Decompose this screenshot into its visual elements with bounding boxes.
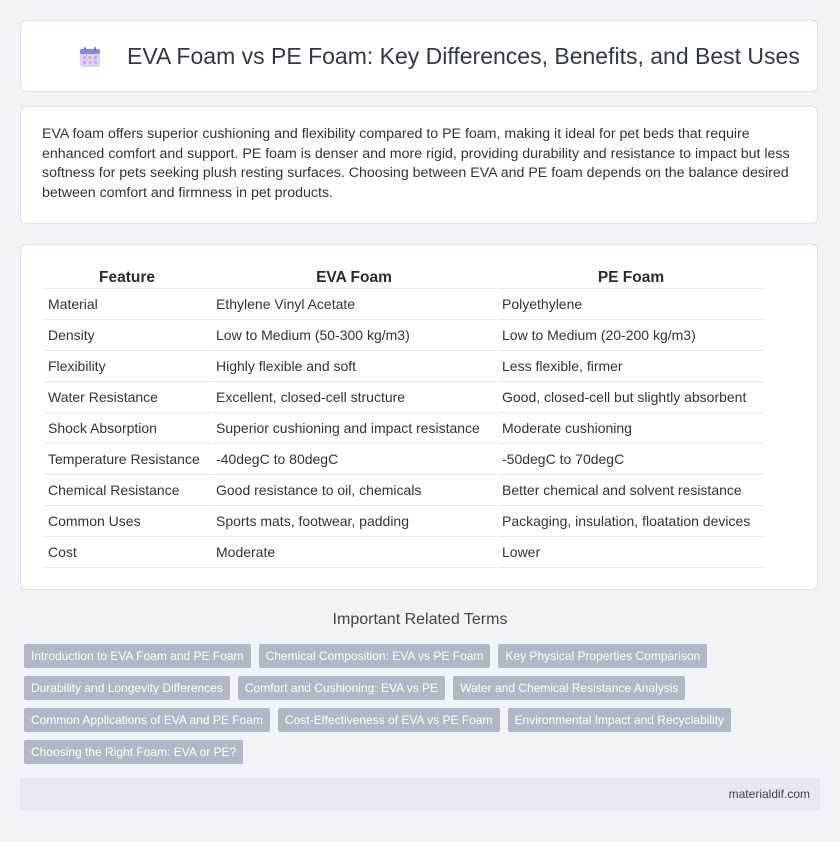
table-cell: Sports mats, footwear, padding xyxy=(212,506,496,537)
footer xyxy=(20,778,820,810)
related-term-tag[interactable]: Comfort and Cushioning: EVA vs PE xyxy=(238,676,445,700)
table-cell: Excellent, closed-cell structure xyxy=(212,382,496,413)
related-term-tag[interactable]: Environmental Impact and Recyclability xyxy=(508,708,731,732)
table-cell: -50degC to 70degC xyxy=(498,444,764,475)
intro-card xyxy=(20,106,818,224)
table-row xyxy=(44,537,764,568)
related-terms-tags xyxy=(24,644,744,772)
table-cell: Temperature Resistance xyxy=(44,444,210,475)
related-term-tag[interactable]: Durability and Longevity Differences xyxy=(24,676,230,700)
header-feature: Feature xyxy=(44,265,210,289)
table-header-row xyxy=(44,265,764,289)
table-cell: Low to Medium (20-200 kg/m3) xyxy=(498,320,764,351)
related-term-tag[interactable]: Introduction to EVA Foam and PE Foam xyxy=(24,644,251,668)
related-term-tag[interactable]: Cost-Effectiveness of EVA vs PE Foam xyxy=(278,708,500,732)
table-cell: Material xyxy=(44,289,210,320)
related-terms-heading: Important Related Terms xyxy=(332,611,508,628)
table-row xyxy=(44,444,764,475)
table-cell: Polyethylene xyxy=(498,289,764,320)
intro-paragraph: EVA foam offers superior cushioning and flexibility compared to PE foam, making it ideal for pet beds that require enhanced comfort and support. PE foam is denser and more rigid, providing durability and resistance to impact but less softness for pets seeking plush resting surfaces. Choosing between EVA and PE foam depends on the balance desired between comfort and firmness in pet products. xyxy=(42,126,790,201)
calendar-icon xyxy=(79,46,101,68)
table-row xyxy=(44,289,764,320)
table-row xyxy=(44,351,764,382)
table-cell: Low to Medium (50-300 kg/m3) xyxy=(212,320,496,351)
table-cell: Water Resistance xyxy=(44,382,210,413)
table-cell: Shock Absorption xyxy=(44,413,210,444)
comparison-table xyxy=(42,265,766,568)
table-cell: Packaging, insulation, floatation devices xyxy=(498,506,764,537)
table-cell: Superior cushioning and impact resistance xyxy=(212,413,496,444)
table-cell: Moderate cushioning xyxy=(498,413,764,444)
table-cell: Chemical Resistance xyxy=(44,475,210,506)
table-cell: Highly flexible and soft xyxy=(212,351,496,382)
title-wrap xyxy=(79,43,800,70)
table-cell: Better chemical and solvent resistance xyxy=(498,475,764,506)
table-row xyxy=(44,506,764,537)
related-term-tag[interactable]: Key Physical Properties Comparison xyxy=(498,644,707,668)
comparison-table-card xyxy=(20,244,818,590)
table-cell: Good, closed-cell but slightly absorbent xyxy=(498,382,764,413)
table-cell: Good resistance to oil, chemicals xyxy=(212,475,496,506)
table-row xyxy=(44,413,764,444)
table-cell: Cost xyxy=(44,537,210,568)
related-term-tag[interactable]: Choosing the Right Foam: EVA or PE? xyxy=(24,740,243,764)
table-cell: -40degC to 80degC xyxy=(212,444,496,475)
footer-site-link[interactable]: materialdif.com xyxy=(728,787,810,801)
table-cell: Moderate xyxy=(212,537,496,568)
related-term-tag[interactable]: Common Applications of EVA and PE Foam xyxy=(24,708,270,732)
table-row xyxy=(44,320,764,351)
table-row xyxy=(44,475,764,506)
table-cell: Ethylene Vinyl Acetate xyxy=(212,289,496,320)
table-cell: Density xyxy=(44,320,210,351)
table-cell: Lower xyxy=(498,537,764,568)
header-pe-foam: PE Foam xyxy=(498,265,764,289)
table-cell: Common Uses xyxy=(44,506,210,537)
related-term-tag[interactable]: Chemical Composition: EVA vs PE Foam xyxy=(259,644,491,668)
table-row xyxy=(44,382,764,413)
table-cell: Less flexible, firmer xyxy=(498,351,764,382)
page-title: EVA Foam vs PE Foam: Key Differences, Benefits, and Best Uses xyxy=(127,43,800,69)
table-cell: Flexibility xyxy=(44,351,210,382)
header-eva-foam: EVA Foam xyxy=(212,265,496,289)
title-card xyxy=(20,20,818,92)
related-term-tag[interactable]: Water and Chemical Resistance Analysis xyxy=(453,676,685,700)
